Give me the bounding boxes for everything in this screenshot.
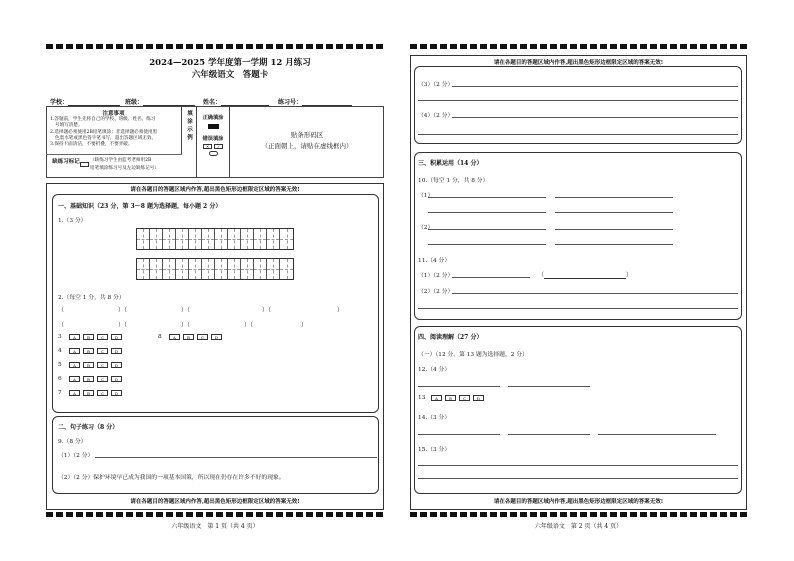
barcode-sub: （正面朝上，请贴在虚线框内） bbox=[261, 142, 353, 150]
note-line: 号填写清楚。 bbox=[55, 123, 83, 129]
note-line: 色墨水笔或黑色签字笔书写，超出答题区域无效。 bbox=[55, 135, 157, 141]
q11-2-line-2[interactable] bbox=[418, 308, 738, 309]
q4-options[interactable]: 4 A B C D bbox=[58, 348, 122, 354]
char-grid-row-2[interactable] bbox=[136, 258, 294, 280]
q10-1-blank-c[interactable] bbox=[428, 212, 546, 213]
char-grid-row-1[interactable] bbox=[136, 228, 294, 250]
q3-options[interactable]: 3 A B C D bbox=[58, 334, 122, 340]
q12-label: 12.（4 分） bbox=[418, 367, 451, 373]
q10-1-blank-d[interactable] bbox=[555, 212, 673, 213]
note-line: 3.保持卡面清洁，不要折叠，不要弄破。 bbox=[50, 142, 133, 148]
timing-bar-top-left bbox=[46, 44, 383, 49]
wrong-fill-mark-3 bbox=[197, 151, 229, 156]
correct-fill-label: 正确填涂 bbox=[202, 115, 224, 121]
q5-options[interactable]: 5 A B C D bbox=[58, 362, 122, 368]
q9-label: 9.（8 分） bbox=[58, 439, 87, 445]
q14-blank-b[interactable] bbox=[508, 434, 590, 435]
q11-1-blank[interactable] bbox=[452, 277, 530, 278]
q9-4-label: （4）（2 分） bbox=[418, 113, 454, 119]
q15-label: 15.（3 分） bbox=[418, 447, 451, 453]
wrong-fill-marks: ✕ ✓ bbox=[197, 144, 229, 149]
note-line: 2.选择题必须使用2B铅笔填涂；非选择题必须使用黑 bbox=[50, 129, 158, 135]
q8-options[interactable]: 8 A B C D bbox=[158, 334, 222, 340]
q9-3-line-2[interactable] bbox=[418, 100, 738, 101]
notice-top-left: 请在各题目的答题区域内作答,超出黑色矩形边框限定区域的答案无效! bbox=[130, 187, 300, 193]
timing-bar-top-right bbox=[410, 44, 747, 49]
page-subtitle: 六年级语文 答题卡 bbox=[191, 70, 269, 80]
absent-note: （缺练习学生由监考老师用2B 铅笔填涂练习号及左边缺练记号） bbox=[90, 158, 159, 171]
name-field[interactable]: 姓名： bbox=[203, 97, 269, 106]
q15-line-1[interactable] bbox=[418, 465, 738, 466]
q2-blanks-row2[interactable]: （ ）（ ）（ ）（ ） bbox=[58, 322, 308, 329]
q9-4-line-1[interactable] bbox=[452, 117, 738, 118]
q9-cont-box bbox=[414, 66, 742, 144]
wrong-fill-label: 错误填涂 bbox=[202, 136, 224, 142]
note-line: 1.答题前，学生先将自己的学校、班级、姓名、练习 bbox=[50, 117, 156, 122]
q10-1-blank-a[interactable] bbox=[428, 197, 546, 198]
q10-label: 10.（每空 1 分，共 8 分） bbox=[418, 178, 489, 184]
q14-blank-c[interactable] bbox=[598, 434, 716, 435]
section4-title: 四、阅读理解（27 分） bbox=[418, 334, 483, 341]
q2-blanks-row1[interactable]: （ ）（ ）（ ）（ ） bbox=[58, 307, 344, 314]
q10-2-blank-d[interactable] bbox=[555, 244, 673, 245]
q15-line-2[interactable] bbox=[418, 478, 738, 479]
class-field[interactable]: 班级： bbox=[125, 97, 195, 106]
q2-label: 2.（每空 1 分，共 8 分） bbox=[58, 295, 125, 301]
q13-options[interactable]: 13 A B C D bbox=[418, 395, 484, 401]
q12-blank-a[interactable] bbox=[418, 386, 500, 387]
notes-box bbox=[46, 106, 182, 154]
q9-3-line-1[interactable] bbox=[452, 86, 738, 87]
section1-title: 一、基础知识（23 分，第 3～8 题为选择题，每小题 2 分） bbox=[58, 203, 222, 210]
page-title: 2024—2025 学年度第一学期 12 月练习 bbox=[149, 58, 311, 68]
fill-example-box bbox=[196, 106, 230, 178]
q10-2-blank-c[interactable] bbox=[428, 244, 546, 245]
exam-no-field[interactable]: 练习号： bbox=[278, 97, 352, 106]
part1-label: （一）（12 分，第 13 题为选择题，2 分） bbox=[418, 352, 528, 358]
q14-label: 14.（3 分） bbox=[418, 415, 451, 421]
notice-bottom-left: 请在各题目的答题区域内作答,超出黑色矩形边框限定区域的答案无效! bbox=[130, 499, 300, 505]
q11-1-paren[interactable]: （ ） bbox=[538, 272, 633, 279]
section2-title: 二、句子练习（8 分） bbox=[58, 424, 119, 431]
q10-2-label: （2） bbox=[418, 225, 434, 231]
q12-blank-b[interactable] bbox=[508, 386, 590, 387]
q11-1-label: （1）（2 分） bbox=[418, 273, 454, 279]
q10-1-label: （1） bbox=[418, 193, 434, 199]
q6-options[interactable]: 6 A B C D bbox=[58, 376, 122, 382]
timing-bar-bottom-left bbox=[46, 512, 383, 517]
notice-top-right: 请在各题目的答题区域内作答,超出黑色矩形边框限定区域的答案无效! bbox=[493, 60, 664, 66]
notes-title: 注意事项 bbox=[102, 111, 125, 117]
q9-1-label: （1）（2 分） bbox=[58, 453, 94, 459]
q9-4-line-2[interactable] bbox=[418, 134, 738, 135]
q10-2-blank-a[interactable] bbox=[428, 229, 546, 230]
q14-blank-a[interactable] bbox=[418, 434, 500, 435]
timing-bar-bottom-right bbox=[410, 512, 747, 517]
q11-2-line-1[interactable] bbox=[452, 293, 738, 294]
school-field[interactable]: 学校： bbox=[50, 97, 120, 106]
correct-fill-mark bbox=[208, 124, 219, 129]
q7-options[interactable]: 7 A B C D bbox=[58, 390, 122, 396]
q11-2-label: （2）（2 分） bbox=[418, 289, 454, 295]
section3-title: 三、积累运用（14 分） bbox=[418, 160, 483, 167]
q10-2-blank-b[interactable] bbox=[555, 229, 673, 230]
absent-label: 缺练习标记 bbox=[52, 159, 80, 165]
page2-footer: 六年级语文 第 2 页（共 4 页） bbox=[534, 523, 623, 530]
absent-checkbox[interactable] bbox=[80, 162, 89, 167]
q9-3-label: （3）（2 分） bbox=[418, 82, 454, 88]
barcode-title: 贴条形码区 bbox=[290, 131, 324, 139]
q1-label: 1.（3 分） bbox=[58, 218, 87, 224]
q9-1-answer-line[interactable] bbox=[95, 457, 377, 458]
notice-bottom-right: 请在各题目的答题区域内作答,超出黑色矩形边框限定区域的答案无效! bbox=[493, 499, 664, 505]
page1-footer: 六年级语文 第 1 页（共 4 页） bbox=[171, 523, 259, 530]
q10-1-blank-b[interactable] bbox=[555, 197, 673, 198]
q11-label: 11.（4 分） bbox=[418, 258, 451, 264]
q9-2-sentence: （2）（2 分）保护环境早已成为我国的一项基本国策，所以现在仍存在许多不好的现象。 bbox=[58, 475, 285, 481]
fill-example-label: 填涂示例 bbox=[187, 111, 193, 141]
